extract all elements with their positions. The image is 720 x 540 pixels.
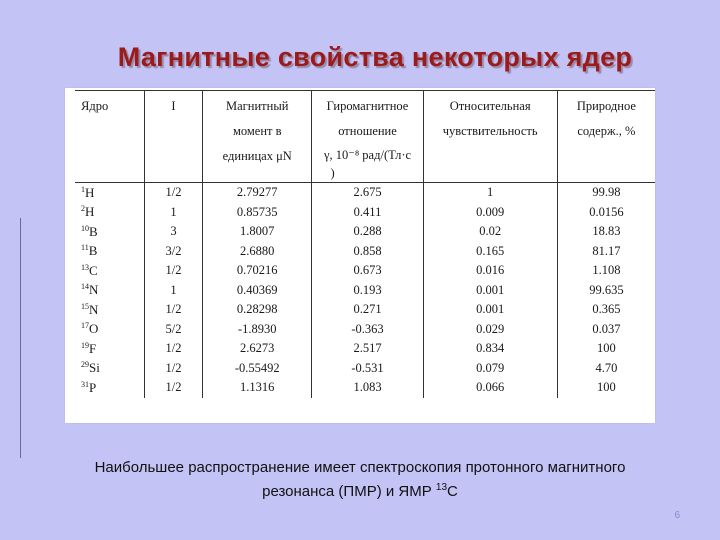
cell-natural-abundance: 1.108	[557, 261, 655, 281]
cell-relative-sensitivity: 0.066	[423, 378, 557, 398]
caption-line-2	[20, 478, 700, 502]
isotope-mass-number: 17	[81, 321, 89, 331]
cell-natural-abundance: 99.98	[557, 183, 655, 203]
cell-gyromagnetic-ratio: 1.083	[312, 378, 423, 398]
page-number: 6	[674, 510, 680, 521]
isotope-symbol: N	[89, 282, 99, 298]
table-row	[75, 281, 655, 301]
cell-nucleus	[75, 203, 145, 223]
cell-nucleus	[75, 261, 145, 281]
cell-magnetic-moment: 0.70216	[202, 261, 311, 281]
cell-gyromagnetic-ratio: -0.531	[312, 359, 423, 379]
isotope-symbol: В	[89, 223, 98, 239]
isotope-mass-number: 31	[81, 379, 89, 389]
cell-magnetic-moment: -0.55492	[202, 359, 311, 379]
cell-spin: 1/2	[145, 261, 203, 281]
cell-nucleus	[75, 281, 145, 301]
caption-isotope-symbol: С	[447, 483, 458, 500]
isotope-symbol: Н	[85, 184, 95, 200]
header-gyro-line2: отношение	[338, 124, 397, 138]
table-row	[75, 203, 655, 223]
caption-line-1: Наибольшее распространение имеет спектроскопия протонного магнитного	[94, 459, 626, 476]
cell-natural-abundance: 0.037	[557, 320, 655, 340]
left-divider-line	[20, 218, 21, 458]
table-panel	[65, 88, 655, 423]
cell-spin: 1/2	[145, 300, 203, 320]
cell-magnetic-moment: 1.1316	[202, 378, 311, 398]
table-row	[75, 320, 655, 340]
cell-natural-abundance: 0.365	[557, 300, 655, 320]
cell-gyromagnetic-ratio: 0.193	[312, 281, 423, 301]
header-spin-label: I	[171, 99, 176, 113]
cell-magnetic-moment: 2.6273	[202, 339, 311, 359]
table-row	[75, 242, 655, 262]
caption-isotope-mass: 13	[435, 482, 448, 493]
slide-title: Магнитные свойства некоторых ядер	[117, 42, 633, 72]
cell-nucleus	[75, 339, 145, 359]
cell-nucleus	[75, 183, 145, 203]
isotope-mass-number: 13	[81, 262, 89, 272]
cell-natural-abundance: 99.635	[557, 281, 655, 301]
header-moment-line2: момент в	[232, 124, 282, 138]
cell-relative-sensitivity: 0.079	[423, 359, 557, 379]
isotope-mass-number: 19	[81, 340, 89, 350]
header-moment-line3: единицах μN	[222, 149, 292, 163]
cell-natural-abundance: 81.17	[557, 242, 655, 262]
isotope-symbol: В	[88, 243, 98, 259]
header-spin	[145, 91, 203, 183]
cell-natural-abundance: 100	[557, 339, 655, 359]
header-sensitivity-line2: чувствительность	[442, 124, 538, 138]
header-abundance	[557, 91, 655, 183]
table-row	[75, 339, 655, 359]
table-row	[75, 359, 655, 379]
cell-nucleus	[75, 359, 145, 379]
cell-relative-sensitivity: 0.165	[423, 242, 557, 262]
cell-gyromagnetic-ratio: 0.271	[312, 300, 423, 320]
cell-magnetic-moment: 0.28298	[202, 300, 311, 320]
header-gyro-line4: )	[330, 166, 335, 180]
cell-magnetic-moment: 0.85735	[202, 203, 311, 223]
cell-gyromagnetic-ratio: 0.858	[312, 242, 423, 262]
cell-nucleus	[75, 300, 145, 320]
cell-magnetic-moment: 2.79277	[202, 183, 311, 203]
cell-natural-abundance: 4.70	[557, 359, 655, 379]
header-abundance-line2: содерж., %	[577, 124, 636, 138]
header-moment	[202, 91, 311, 183]
cell-magnetic-moment: 0.40369	[202, 281, 311, 301]
cell-gyromagnetic-ratio: 0.673	[312, 261, 423, 281]
header-abundance-line1: Природное	[576, 99, 636, 113]
isotope-mass-number: 2	[81, 204, 85, 214]
table-body	[75, 183, 655, 398]
cell-spin: 1	[145, 203, 203, 223]
header-sensitivity	[423, 91, 557, 183]
cell-relative-sensitivity: 0.009	[423, 203, 557, 223]
isotope-mass-number: 14	[81, 282, 89, 292]
isotope-symbol: F	[89, 340, 97, 356]
cell-nucleus	[75, 320, 145, 340]
cell-nucleus	[75, 242, 145, 262]
table-row	[75, 183, 655, 203]
cell-magnetic-moment: -1.8930	[202, 320, 311, 340]
header-gyro-line1: Гиромагнитное	[326, 99, 409, 113]
slide-caption	[20, 458, 700, 502]
cell-natural-abundance: 100	[557, 378, 655, 398]
table-row	[75, 261, 655, 281]
cell-relative-sensitivity: 1	[423, 183, 557, 203]
cell-magnetic-moment: 2.6880	[202, 242, 311, 262]
isotope-symbol: Н	[85, 204, 95, 220]
isotope-symbol: N	[89, 301, 99, 317]
cell-spin: 5/2	[145, 320, 203, 340]
nuclear-properties-table	[75, 90, 655, 398]
cell-relative-sensitivity: 0.016	[423, 261, 557, 281]
isotope-symbol: О	[89, 321, 99, 337]
cell-gyromagnetic-ratio: 0.288	[312, 222, 423, 242]
cell-relative-sensitivity: 0.02	[423, 222, 557, 242]
cell-gyromagnetic-ratio: 0.411	[312, 203, 423, 223]
caption-line-2-text: резонанса (ПМР) и ЯМР	[262, 483, 436, 500]
isotope-mass-number: 10	[81, 223, 89, 233]
cell-gyromagnetic-ratio: -0.363	[312, 320, 423, 340]
cell-relative-sensitivity: 0.834	[423, 339, 557, 359]
cell-nucleus	[75, 378, 145, 398]
cell-spin: 1/2	[145, 339, 203, 359]
header-sensitivity-line1: Относительная	[449, 99, 531, 113]
table-row	[75, 300, 655, 320]
cell-spin: 1	[145, 281, 203, 301]
isotope-mass-number: 11	[81, 243, 89, 253]
table-header-row	[75, 91, 655, 183]
isotope-symbol: Si	[89, 360, 100, 376]
cell-relative-sensitivity: 0.001	[423, 300, 557, 320]
cell-relative-sensitivity: 0.029	[423, 320, 557, 340]
cell-magnetic-moment: 1.8007	[202, 222, 311, 242]
cell-spin: 1/2	[145, 183, 203, 203]
cell-gyromagnetic-ratio: 2.675	[312, 183, 423, 203]
header-nucleus-label: Ядро	[81, 99, 109, 113]
cell-spin: 3/2	[145, 242, 203, 262]
cell-gyromagnetic-ratio: 2.517	[312, 339, 423, 359]
header-gyro-line3: γ, 10⁻⁸ рад/(Тл·с	[323, 148, 412, 162]
cell-nucleus	[75, 222, 145, 242]
header-gyromagnetic	[312, 91, 423, 183]
cell-natural-abundance: 18.83	[557, 222, 655, 242]
cell-spin: 3	[145, 222, 203, 242]
header-moment-line1: Магнитный	[226, 99, 289, 113]
cell-spin: 1/2	[145, 359, 203, 379]
isotope-symbol: С	[89, 262, 98, 278]
cell-relative-sensitivity: 0.001	[423, 281, 557, 301]
cell-spin: 1/2	[145, 378, 203, 398]
isotope-symbol: Р	[89, 379, 97, 395]
cell-natural-abundance: 0.0156	[557, 203, 655, 223]
isotope-mass-number: 15	[81, 301, 89, 311]
table-row	[75, 222, 655, 242]
isotope-mass-number: 1	[81, 184, 85, 194]
isotope-mass-number: 29	[81, 360, 89, 370]
table-row	[75, 378, 655, 398]
header-nucleus	[75, 91, 145, 183]
